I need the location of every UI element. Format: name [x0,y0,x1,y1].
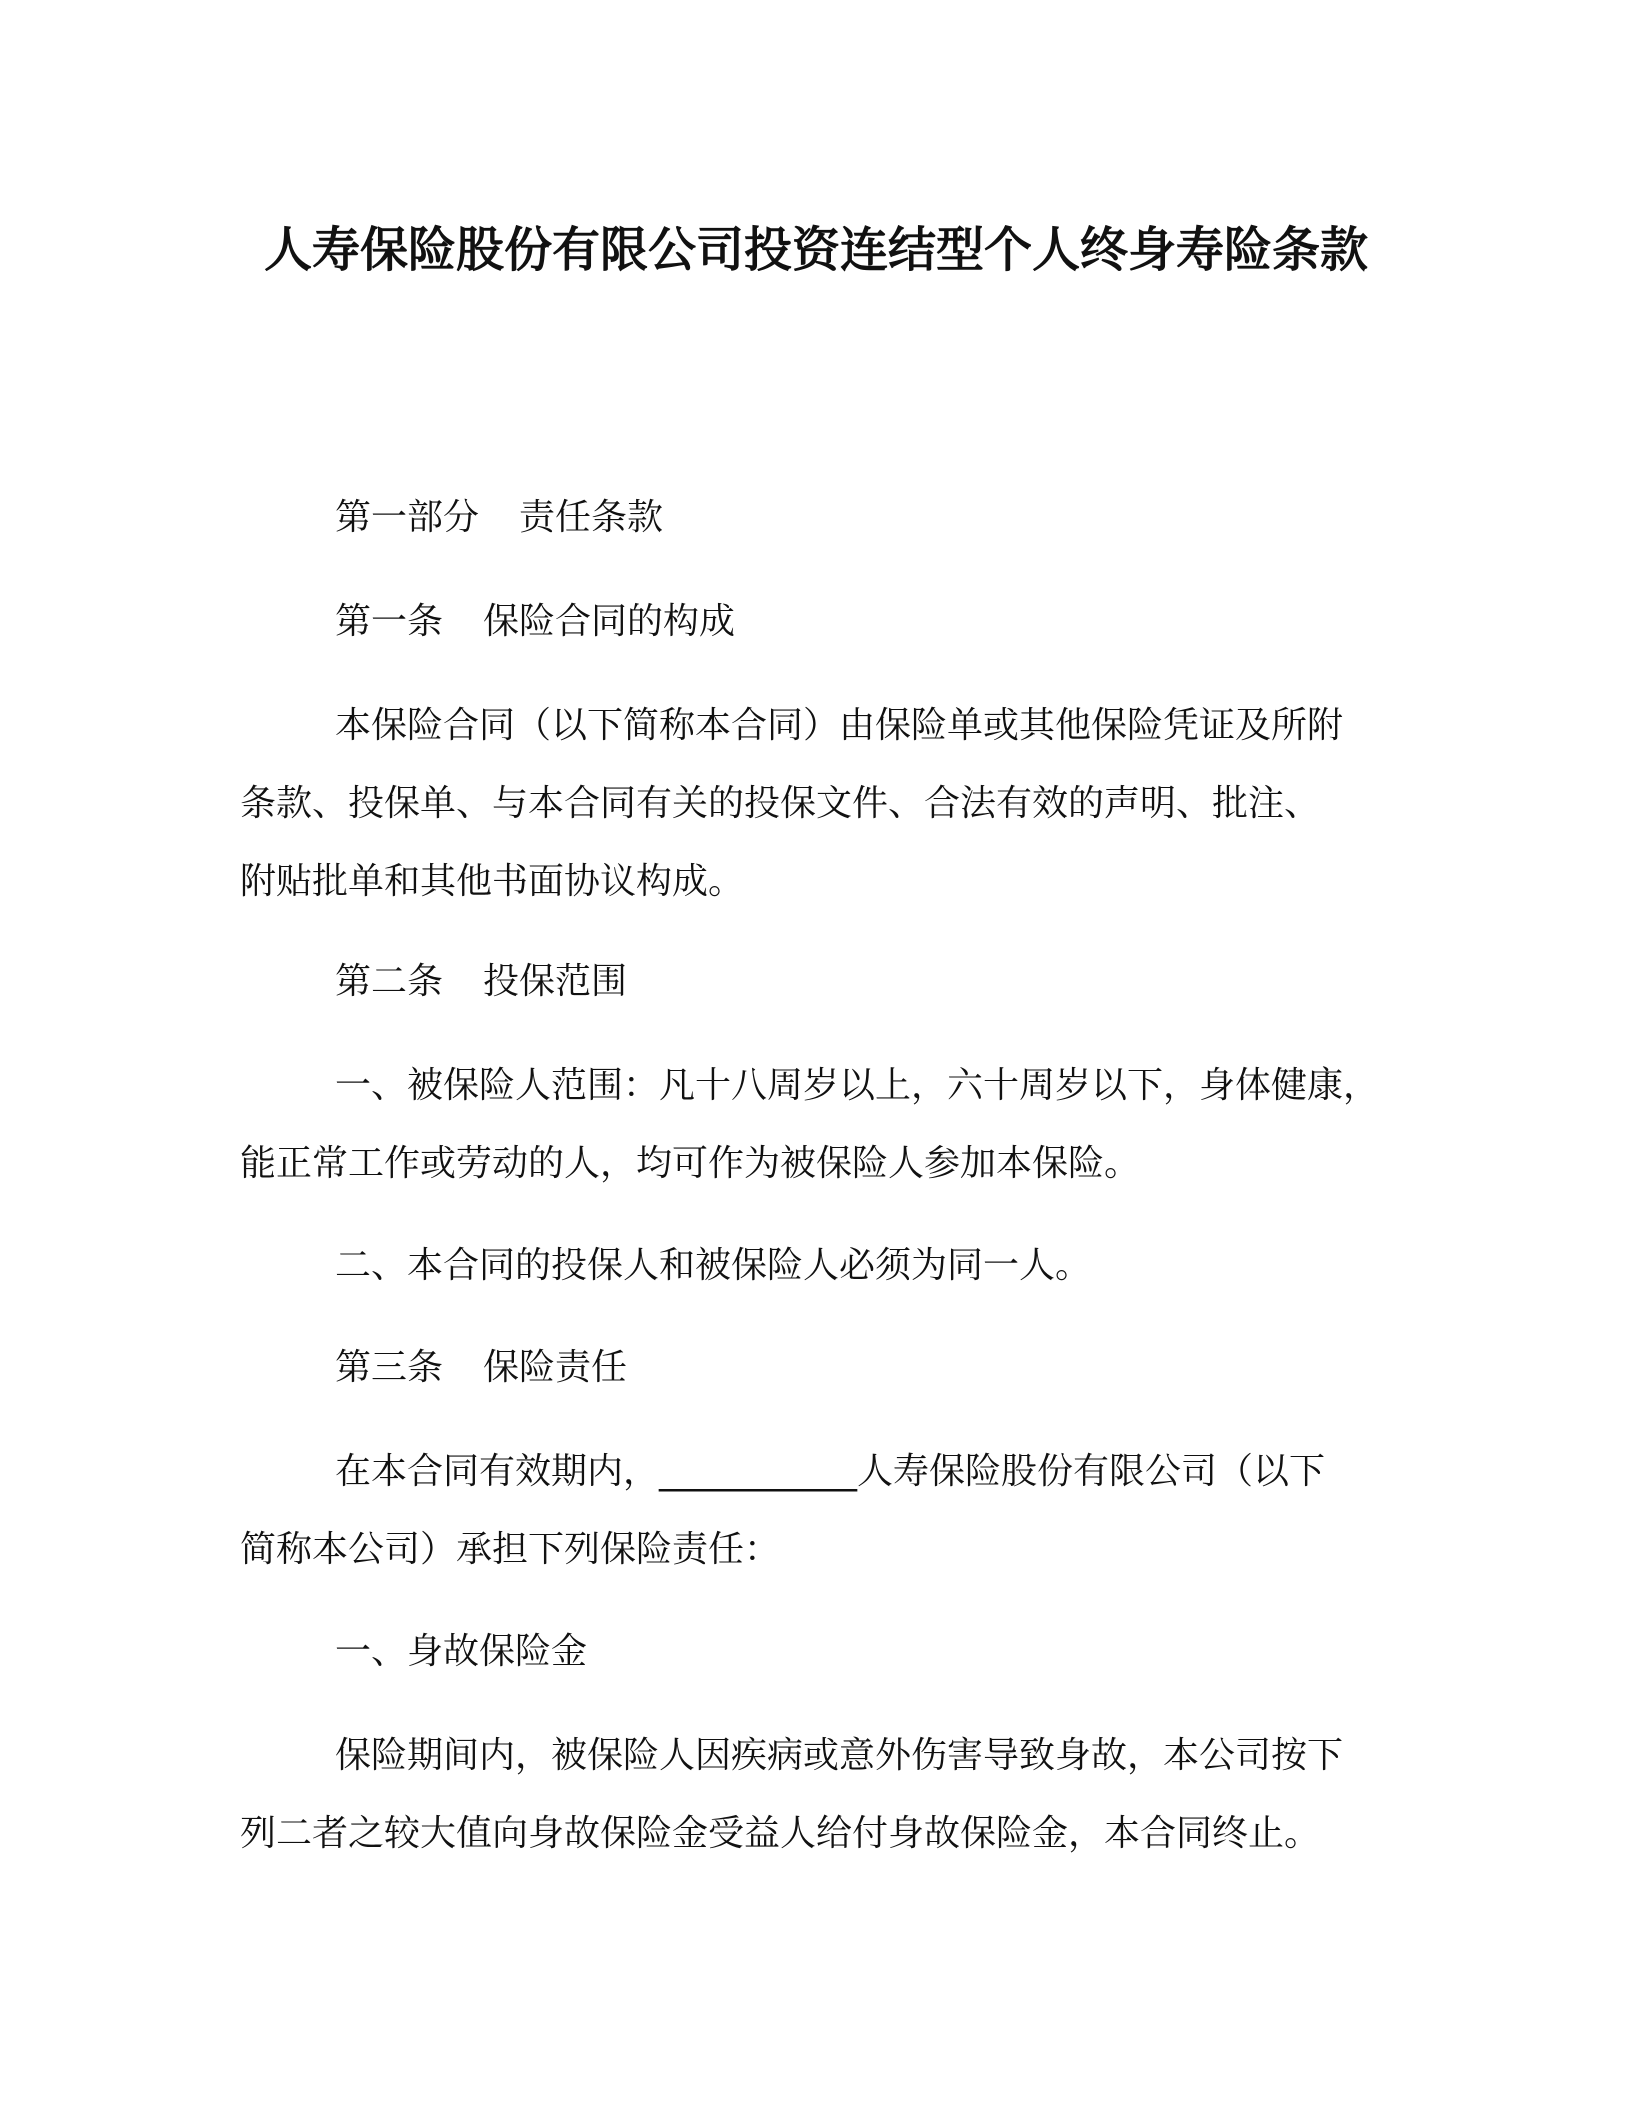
article-1-line-3: 附贴批单和其他书面协议构成。 [240,861,745,902]
article-3-name: 保险责任 [483,1347,628,1388]
article-1-line-2: 条款、投保单、与本合同有关的投保文件、合法有效的声明、批注、 [240,783,1321,824]
article-1-name: 保险合同的构成 [483,601,736,642]
article-1-number: 第一条 [335,601,444,642]
article-1-heading [335,596,735,648]
article-3-sub-1-line-2: 列二者之较大值向身故保险金受益人给付身故保险金，本合同终止。 [240,1813,1321,1854]
part-number: 第一部分 [335,497,480,538]
article-3-intro-line-2: 简称本公司）承担下列保险责任： [240,1529,781,1570]
article-1-line-1: 本保险合同（以下简称本合同）由保险单或其他保险凭证及所附 [335,705,1344,746]
article-2-item-1-line-1: 一、被保险人范围：凡十八周岁以上，六十周岁以下，身体健康， [335,1065,1380,1106]
article-2-number: 第二条 [335,961,444,1002]
part-name: 责任条款 [519,497,664,538]
article-3-number: 第三条 [335,1347,444,1388]
article-3-sub-1-title: 一、身故保险金 [335,1631,588,1672]
part-heading [335,492,663,544]
article-2-item-1-line-2: 能正常工作或劳动的人，均可作为被保险人参加本保险。 [240,1143,1141,1184]
article-2-item-2: 二、本合同的投保人和被保险人必须为同一人。 [335,1245,1092,1286]
article-2-name: 投保范围 [483,961,628,1002]
article-3-sub-1-line-1: 保险期间内，被保险人因疾病或意外伤害导致身故，本公司按下 [335,1735,1344,1776]
article-3-intro-line-1: 在本合同有效期内，___________人寿保险股份有限公司（以下 [335,1451,1326,1492]
article-2-heading [335,956,627,1008]
article-3-heading [335,1342,627,1394]
document-title: 人寿保险股份有限公司投资连结型个人终身寿险条款 [263,222,1368,278]
